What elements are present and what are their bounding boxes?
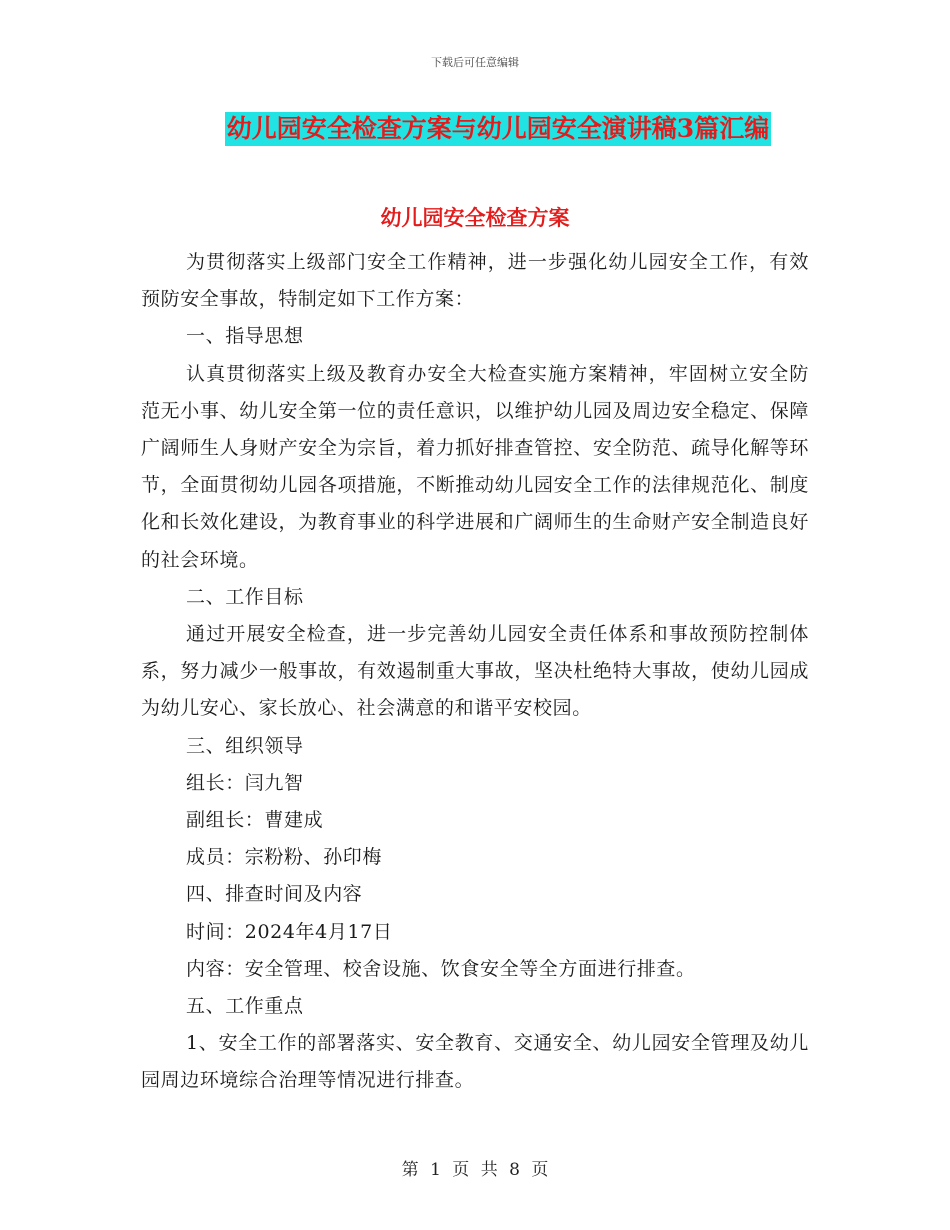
heading-guiding-ideology: 一、指导思想 (186, 325, 304, 348)
heading-inspection-time-content: 四、排查时间及内容 (186, 883, 363, 906)
paragraph-intro: 为贯彻落实上级部门安全工作精神，进一步强化幼儿园安全工作，有效预防安全事故，特制定如下工作方案： (141, 251, 809, 311)
heading-work-focus: 五、工作重点 (186, 995, 304, 1018)
page-number-footer: 第 1 页 共 8 页 (401, 1160, 549, 1180)
heading-organization: 三、组织领导 (186, 734, 304, 757)
header-note: 下载后可任意编辑 (431, 56, 519, 69)
section-title: 幼儿园安全检查方案 (380, 205, 570, 230)
heading-work-goals: 二、工作目标 (186, 585, 304, 608)
line-inspection-time: 时间：2024年4月17日 (186, 920, 393, 943)
paragraph-work-focus-1: 1、安全工作的部署落实、安全教育、交通安全、幼儿园安全管理及幼儿园周边环境综合治理等情况进行排查。 (141, 1032, 809, 1092)
line-inspection-content: 内容：安全管理、校舍设施、饮食安全等全方面进行排查。 (186, 957, 696, 980)
paragraph-guiding-ideology: 认真贯彻落实上级及教育办安全大检查实施方案精神，牢固树立安全防范无小事、幼儿安全第一位的责任意识，以维护幼儿园及周边安全稳定、保障广阔师生人身财产安全为宗旨，着力抓好排查管控、安全防范、疏导化解等环节，全面贯彻幼儿园各项措施，不断推动幼儿园安全工作的法律规范化、制度化和长效化建设，为教育事业的科学进展和广阔师生的生命财产安全制造良好的社会环境。 (141, 362, 809, 571)
line-group-leader: 组长：闫九智 (186, 771, 304, 794)
line-members: 成员：宗粉粉、孙印梅 (186, 846, 383, 869)
document-title: 幼儿园安全检查方案与幼儿园安全演讲稿3篇汇编 (225, 112, 771, 146)
line-deputy-leader: 副组长：曹建成 (186, 809, 324, 832)
paragraph-work-goals: 通过开展安全检查，进一步完善幼儿园安全责任体系和事故预防控制体系，努力减少一般事故，有效遏制重大事故，坚决杜绝特大事故，使幼儿园成为幼儿安心、家长放心、社会满意的和谐平安校园。 (141, 623, 809, 720)
document-title-block (0, 112, 950, 146)
document-body (141, 244, 809, 1100)
